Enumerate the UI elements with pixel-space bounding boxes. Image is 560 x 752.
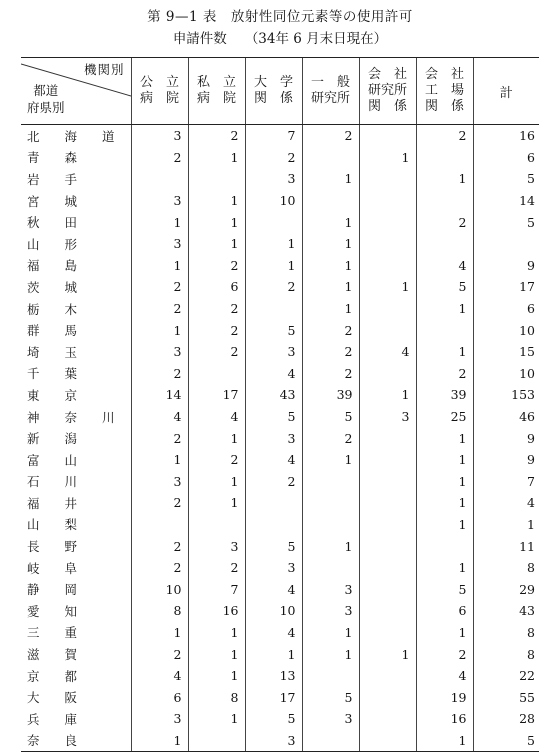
count-cell-c6: 1 [416,168,473,190]
table-row [21,643,539,665]
prefecture-name: 兵 庫 [27,711,78,727]
prefecture-name: 岐 阜 [27,560,78,576]
total-cell: 8 [473,622,539,644]
count-cell-c3 [245,514,302,536]
count-cell-c2: 1 [188,211,245,233]
count-cell-c3: 5 [245,319,302,341]
prefecture-name: 青 森 [27,150,78,166]
count-cell-c1: 3 [131,233,188,255]
count-cell-c4: 3 [302,600,359,622]
header-company-factory: 会 社 工 場 関 係 [416,58,473,125]
count-cell-c6: 25 [416,406,473,428]
table-row [21,427,539,449]
count-cell-c2: 1 [188,471,245,493]
count-cell-c6: 4 [416,665,473,687]
table-row [21,147,539,169]
count-cell-c4: 3 [302,708,359,730]
count-cell-c2: 1 [188,665,245,687]
count-cell-c6: 1 [416,471,473,493]
count-cell-c2: 1 [188,708,245,730]
total-cell: 5 [473,211,539,233]
count-cell-c2: 1 [188,492,245,514]
count-cell-c1: 14 [131,384,188,406]
prefecture-name: 滋 賀 [27,647,78,663]
total-cell: 16 [473,125,539,147]
count-cell-c4: 1 [302,622,359,644]
table-row [21,514,539,536]
prefecture-name: 長 野 [27,539,78,555]
total-cell: 11 [473,535,539,557]
count-cell-c6: 2 [416,363,473,385]
corner-label-prefecture: 都道 府県別 [27,83,65,115]
prefecture-name: 埼 玉 [27,344,78,360]
count-cell-c2: 1 [188,190,245,212]
count-cell-c1: 8 [131,600,188,622]
count-cell-c4: 1 [302,449,359,471]
subtitle-main: 申請件数 [172,31,227,47]
count-cell-c2: 2 [188,449,245,471]
total-cell: 8 [473,557,539,579]
count-cell-c5 [359,686,416,708]
count-cell-c4: 39 [302,384,359,406]
table-row [21,125,539,147]
count-cell-c5 [359,298,416,320]
count-cell-c3: 1 [245,233,302,255]
prefecture-name: 福 井 [27,495,78,511]
count-cell-c2: 1 [188,147,245,169]
count-cell-c1: 3 [131,190,188,212]
count-cell-c4 [302,471,359,493]
prefecture-name: 静 岡 [27,582,78,598]
count-cell-c5 [359,168,416,190]
table-row [21,557,539,579]
count-cell-c5: 1 [359,384,416,406]
prefecture-name: 奈 良 [21,730,131,752]
count-cell-c3 [245,211,302,233]
prefecture-name: 宮 城 [27,193,78,209]
count-cell-c1 [131,168,188,190]
count-cell-c4 [302,190,359,212]
prefecture-name: 新 潟 [27,431,78,447]
header-company-lab: 会 社 研究所 関 係 [359,58,416,125]
table-row [21,341,539,363]
count-cell-c4: 1 [302,233,359,255]
count-cell-c3: 3 [245,168,302,190]
count-cell-c1: 1 [131,211,188,233]
count-cell-c1: 6 [131,686,188,708]
count-cell-c5 [359,557,416,579]
count-cell-c1: 3 [131,708,188,730]
count-cell-c2: 2 [188,341,245,363]
table-row [21,708,539,730]
count-cell-c2: 1 [188,622,245,644]
total-cell: 6 [473,147,539,169]
count-cell-c1: 2 [131,643,188,665]
count-cell-c6 [416,233,473,255]
count-cell-c1: 3 [131,471,188,493]
total-cell: 17 [473,276,539,298]
header-general-lab: 一 般 研究所 [302,58,359,125]
prefecture-name: 秋 田 [27,215,78,231]
count-cell-c3: 3 [245,557,302,579]
total-cell: 1 [473,514,539,536]
table-title: 第 9—1 表 放射性同位元素等の使用許可 [147,9,413,25]
count-cell-c2: 1 [188,233,245,255]
count-cell-c6 [416,319,473,341]
count-cell-c2: 8 [188,686,245,708]
count-cell-c6: 5 [416,578,473,600]
table-row [21,298,539,320]
count-cell-c3: 4 [245,363,302,385]
count-cell-c1: 2 [131,298,188,320]
count-cell-c6: 1 [416,427,473,449]
count-cell-c2: 2 [188,125,245,147]
prefecture-name: 富 山 [27,452,78,468]
subtitle-date: （34年 6 月末日現在） [244,31,388,47]
count-cell-c5: 1 [359,643,416,665]
count-cell-c6: 1 [416,557,473,579]
count-cell-c4: 1 [302,535,359,557]
count-cell-c1: 3 [131,125,188,147]
table-row [21,255,539,277]
count-cell-c3: 13 [245,665,302,687]
header-total: 計 [473,58,539,125]
count-cell-c4 [302,514,359,536]
count-cell-c3: 10 [245,190,302,212]
count-cell-c1: 1 [131,255,188,277]
header-row [21,58,539,125]
count-cell-c1: 10 [131,578,188,600]
count-cell-c5 [359,600,416,622]
total-cell: 46 [473,406,539,428]
prefecture-name: 神 奈 川 [27,409,115,425]
count-cell-c6 [416,190,473,212]
count-cell-c4: 2 [302,363,359,385]
count-cell-c5 [359,708,416,730]
table-body [21,125,539,752]
prefecture-name: 石 川 [27,474,78,490]
count-cell-c3: 5 [245,535,302,557]
prefecture-name: 山 形 [27,236,78,252]
count-cell-c5 [359,471,416,493]
total-cell: 55 [473,686,539,708]
prefecture-name: 京 都 [27,668,78,684]
corner-label-institution: 機関別 [83,62,125,77]
count-cell-c3: 43 [245,384,302,406]
count-cell-c5 [359,233,416,255]
count-cell-c5 [359,535,416,557]
count-cell-c4: 1 [302,255,359,277]
prefecture-name: 群 馬 [27,323,78,339]
count-cell-c3: 4 [245,578,302,600]
count-cell-c1: 1 [131,319,188,341]
count-cell-c4: 2 [302,319,359,341]
table-row [21,449,539,471]
table-row [21,686,539,708]
count-cell-c5 [359,319,416,341]
prefecture-name: 三 重 [27,625,78,641]
count-cell-c3: 2 [245,276,302,298]
count-cell-c6: 2 [416,643,473,665]
table-row [21,622,539,644]
count-cell-c3: 3 [245,730,302,752]
prefecture-name: 東 京 [27,387,78,403]
count-cell-c5 [359,363,416,385]
count-cell-c6: 1 [416,449,473,471]
count-cell-c4: 5 [302,686,359,708]
count-cell-c3: 3 [245,341,302,363]
count-cell-c3: 1 [245,255,302,277]
count-cell-c5 [359,125,416,147]
header-university: 大 学 関 係 [245,58,302,125]
table-row [21,600,539,622]
count-cell-c1: 3 [131,341,188,363]
count-cell-c5 [359,492,416,514]
total-cell: 14 [473,190,539,212]
table-row [21,535,539,557]
header-public-hospital: 公 立 病 院 [131,58,188,125]
count-cell-c4: 1 [302,168,359,190]
prefecture-name: 岩 手 [27,171,78,187]
table-row [21,665,539,687]
total-cell: 7 [473,471,539,493]
total-cell: 5 [473,168,539,190]
count-cell-c4: 1 [302,298,359,320]
count-cell-c3: 5 [245,708,302,730]
table-row [21,578,539,600]
count-cell-c6: 2 [416,125,473,147]
count-cell-c2: 7 [188,578,245,600]
count-cell-c6: 19 [416,686,473,708]
count-cell-c1: 4 [131,406,188,428]
table-row [21,319,539,341]
count-cell-c1: 2 [131,535,188,557]
count-cell-c4: 2 [302,427,359,449]
count-cell-c4: 2 [302,125,359,147]
count-cell-c3 [245,492,302,514]
count-cell-c6: 2 [416,211,473,233]
count-cell-c1: 1 [131,730,188,752]
count-cell-c4 [302,492,359,514]
table-row [21,233,539,255]
count-cell-c4: 3 [302,578,359,600]
total-cell: 9 [473,427,539,449]
count-cell-c3: 1 [245,643,302,665]
count-cell-c6: 5 [416,276,473,298]
count-cell-c3: 10 [245,600,302,622]
count-cell-c5 [359,449,416,471]
count-cell-c2: 2 [188,255,245,277]
prefecture-name: 茨 城 [27,279,78,295]
count-cell-c4: 5 [302,406,359,428]
count-cell-c5 [359,211,416,233]
prefecture-name: 愛 知 [27,603,78,619]
table-row [21,276,539,298]
prefecture-name: 福 島 [27,258,78,274]
count-cell-c1: 1 [131,449,188,471]
count-cell-c2: 4 [188,406,245,428]
count-cell-c2: 16 [188,600,245,622]
count-cell-c6: 1 [416,298,473,320]
prefecture-name: 山 梨 [27,517,78,533]
prefecture-name: 北 海 道 [27,128,115,144]
count-cell-c5 [359,578,416,600]
count-cell-c5 [359,190,416,212]
count-cell-c3 [245,298,302,320]
count-cell-c2: 1 [188,427,245,449]
prefecture-name: 千 葉 [27,366,78,382]
count-cell-c3: 2 [245,471,302,493]
count-cell-c1: 1 [131,622,188,644]
count-cell-c5 [359,427,416,449]
total-cell: 43 [473,600,539,622]
count-cell-c3: 17 [245,686,302,708]
prefecture-name: 大 阪 [27,690,78,706]
count-cell-c1: 4 [131,665,188,687]
count-cell-c1: 2 [131,147,188,169]
count-cell-c6: 1 [416,492,473,514]
total-cell: 10 [473,319,539,341]
count-cell-c3: 2 [245,147,302,169]
corner-header-cell [21,58,131,125]
total-cell: 28 [473,708,539,730]
count-cell-c4: 1 [302,643,359,665]
table-row [21,363,539,385]
table-row [21,471,539,493]
count-cell-c6: 6 [416,600,473,622]
count-cell-c6 [416,535,473,557]
total-cell: 29 [473,578,539,600]
count-cell-c1: 2 [131,276,188,298]
count-cell-c3: 3 [245,427,302,449]
total-cell: 4 [473,492,539,514]
count-cell-c1: 2 [131,557,188,579]
count-cell-c4: 1 [302,211,359,233]
table-subtitle [0,27,560,47]
count-cell-c6: 1 [416,622,473,644]
count-cell-c6 [416,147,473,169]
count-cell-c4 [302,665,359,687]
total-cell: 22 [473,665,539,687]
count-cell-c2: 3 [188,535,245,557]
count-cell-c3: 5 [245,406,302,428]
count-cell-c2: 2 [188,557,245,579]
count-cell-c6: 1 [416,730,473,752]
total-cell: 9 [473,255,539,277]
count-cell-c3: 4 [245,622,302,644]
count-cell-c2 [188,514,245,536]
count-cell-c5: 1 [359,276,416,298]
total-cell [473,233,539,255]
count-cell-c5: 3 [359,406,416,428]
table-row [21,406,539,428]
total-cell: 6 [473,298,539,320]
count-cell-c5 [359,514,416,536]
count-cell-c2: 6 [188,276,245,298]
header-private-hospital: 私 立 病 院 [188,58,245,125]
count-cell-c2 [188,168,245,190]
count-cell-c4 [302,557,359,579]
count-cell-c5 [359,622,416,644]
count-cell-c5 [359,665,416,687]
count-cell-c4: 2 [302,341,359,363]
total-cell: 9 [473,449,539,471]
count-cell-c4: 1 [302,276,359,298]
count-cell-c2: 2 [188,319,245,341]
count-cell-c2 [188,363,245,385]
count-cell-c6: 1 [416,341,473,363]
count-cell-c2: 1 [188,643,245,665]
count-cell-c2: 17 [188,384,245,406]
count-cell-c6: 1 [416,514,473,536]
count-cell-c4 [302,147,359,169]
table-row [21,211,539,233]
count-cell-c1: 2 [131,363,188,385]
count-cell-c6: 16 [416,708,473,730]
total-cell: 153 [473,384,539,406]
total-cell: 10 [473,363,539,385]
table-row [21,190,539,212]
count-cell-c5: 1 [359,147,416,169]
total-cell: 5 [473,730,539,752]
table-row [21,168,539,190]
count-cell-c5 [359,255,416,277]
count-cell-c1: 2 [131,427,188,449]
count-cell-c5: 4 [359,341,416,363]
count-cell-c1: 2 [131,492,188,514]
count-cell-c1 [131,514,188,536]
table-row [21,492,539,514]
count-cell-c2: 2 [188,298,245,320]
count-cell-c3: 4 [245,449,302,471]
table-row [21,384,539,406]
count-cell-c3: 7 [245,125,302,147]
count-cell-c6: 4 [416,255,473,277]
total-cell: 15 [473,341,539,363]
license-table [21,57,539,752]
prefecture-name: 栃 木 [27,301,78,317]
total-cell: 8 [473,643,539,665]
count-cell-c6: 39 [416,384,473,406]
